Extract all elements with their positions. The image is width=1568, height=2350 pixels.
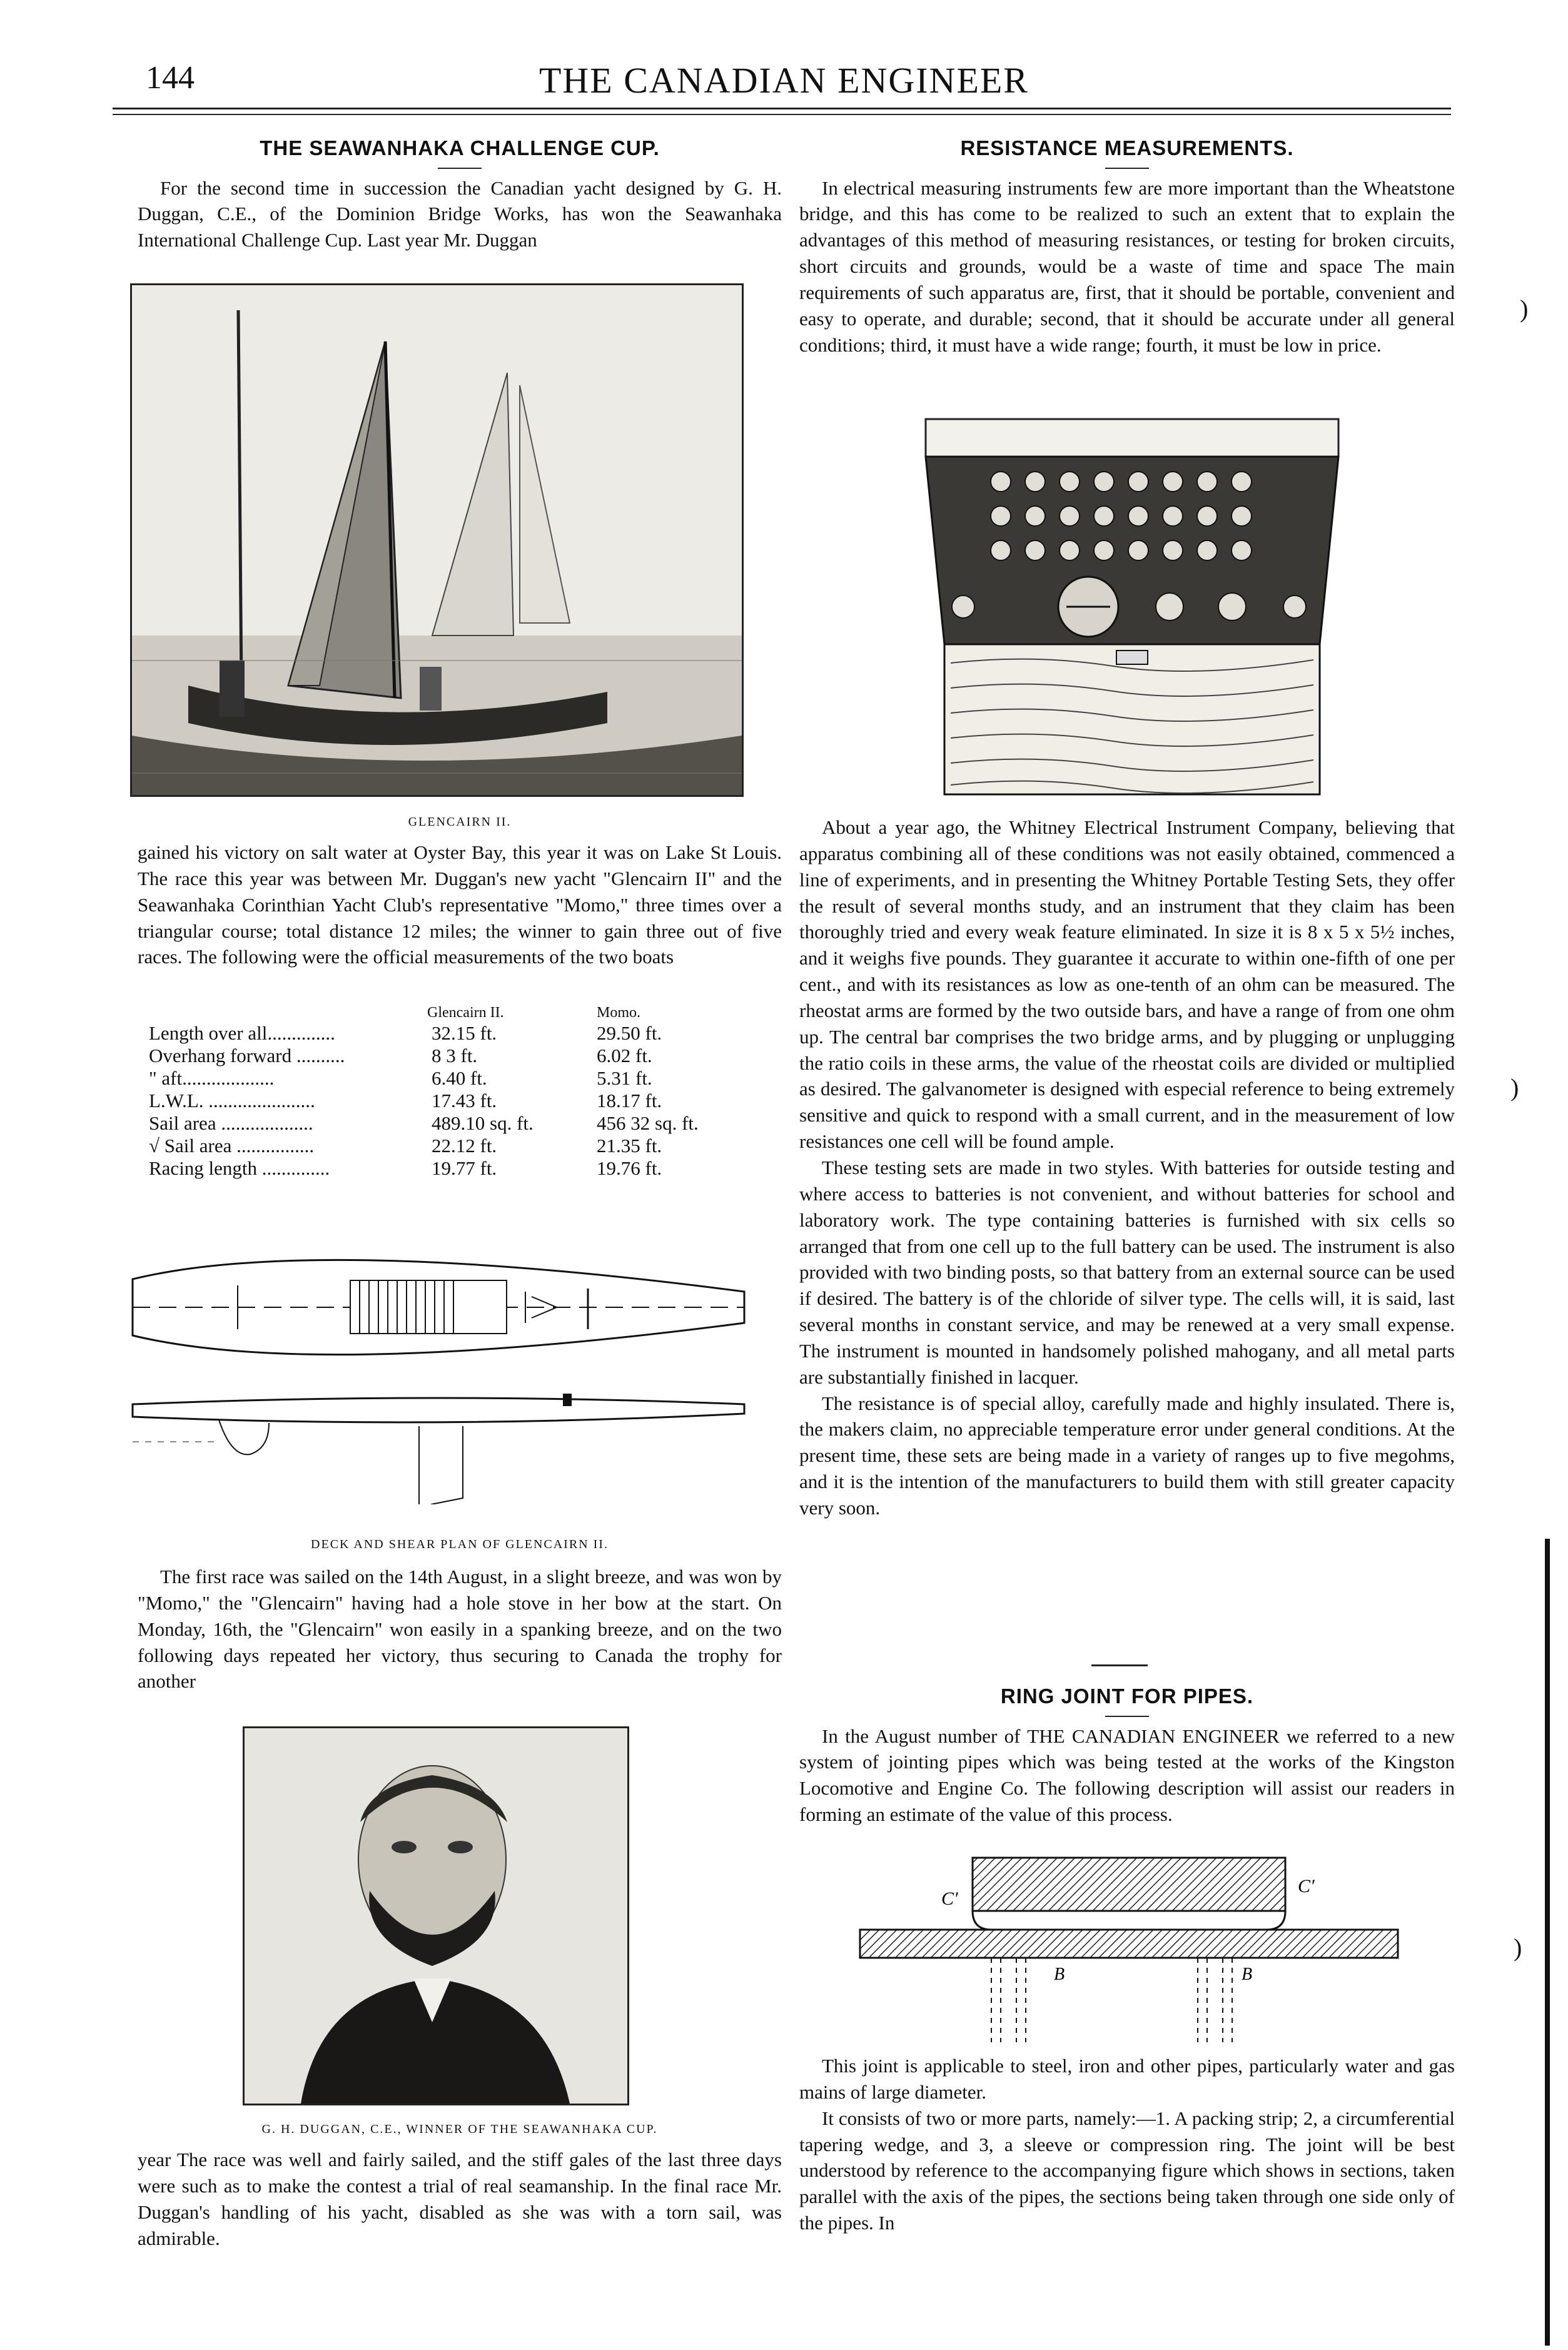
scan-mark: ) [1520, 295, 1529, 323]
title-rule [438, 168, 482, 169]
row-glencairn: 19.77 ft. [432, 1157, 497, 1179]
ring-joint-para2: This joint is applicable to steel, iron and other pipes, particularly water and gas mains of large diameter. [799, 2055, 1455, 2103]
resistance-para2: About a year ago, the Whitney Electrical Instrument Company, believing that apparatus combining all of these conditions was not easily obtained, commenced a line of experiments, and in presenting the Whitney Portable Testing Sets, they offer the result of several months study, and an instrument that they claim has been thoroughly tried and every weak feature eliminated. In size it is 8 x 5 x 5½ inches, and it weighs five pounds. They guarantee it accurate to within one-fifth of one per cent., and with its resistances as low as one-tenth of an ohm can be measured. The rheostat arms are formed by the two outside bars, and have a range of from one ohm up. The central bar comprises the two bridge arms, and by plugging or unplugging the ratio coils in these arms, the value of the rheostat coils are divided or multiplied as desired. The galvanometer is designed with especial reference to being extremely sensitive and quick to respond with a small current, and in the measurement of low resistances one cell will be found ample. [799, 816, 1455, 1153]
row-momo: 19.76 ft. [597, 1157, 662, 1179]
right-column-body [799, 814, 1455, 1521]
label-b-right: B [1242, 1965, 1253, 1984]
row-label: Length over all.............. [149, 1022, 335, 1044]
table-row [144, 1045, 754, 1067]
row-glencairn: 32.15 ft. [432, 1022, 497, 1044]
page-number: 144 [146, 60, 195, 96]
seawanhaka-para3: The first race was sailed on the 14th August, in a slight breeze, and was won by "Momo," the "Glencairn" having had a hole stove in her bow at the start. On Monday, 16th, the "Glencairn" won easily in a spanking breeze, and on the two following days repeated her victory, thus securing to Canada the trophy for another [138, 1566, 782, 1693]
table-row [144, 1022, 754, 1045]
duggan-portrait [243, 1726, 629, 2105]
row-glencairn: 8 3 ft. [432, 1045, 478, 1066]
left-column-body [138, 839, 782, 970]
fig-caption-duggan: G. H. DUGGAN, C.E., WINNER OF THE SEAWANHAKA CUP. [261, 2122, 658, 2136]
journal-title: THE CANADIAN ENGINEER [539, 60, 1029, 101]
measurements-table [144, 1004, 754, 1180]
row-glencairn: 6.40 ft. [432, 1067, 487, 1089]
row-label: L.W.L. ...................... [149, 1090, 315, 1112]
table-row [144, 1090, 754, 1112]
fig-caption-glencairn: GLENCAIRN II. [408, 815, 512, 829]
yacht-photo [130, 283, 744, 797]
article-title-ring-joint: RING JOINT FOR PIPES. [1000, 1684, 1254, 1708]
testing-set-figure [907, 407, 1357, 807]
scan-edge [1545, 1539, 1550, 2346]
row-momo: 6.02 ft. [597, 1045, 652, 1066]
testing-set-illustration [907, 407, 1357, 807]
row-momo: 21.35 ft. [597, 1135, 662, 1157]
deck-plan-drawing [125, 1242, 751, 1504]
row-label: Sail area ................... [149, 1112, 313, 1134]
measurements-table-wrap [144, 1004, 782, 1180]
ring-joint-section [847, 1855, 1410, 2045]
right-column-end [799, 2053, 1455, 2236]
table-row [144, 1157, 754, 1180]
label-b-left: B [1054, 1965, 1065, 1984]
ring-joint-figure [847, 1855, 1410, 2045]
seawanhaka-para2: gained his victory on salt water at Oyster Bay, this year it was on Lake St Louis. The race this year was between Mr. Duggan's new yacht "Glencairn II" and the Seawanhaka Corinthian Yacht Club's representative "Momo," three times over a triangular course; total distance 12 miles; the winner to gain three out of five races. The following were the official measurements of the two boats [138, 841, 782, 968]
left-column-end [138, 2147, 782, 2251]
row-label: Racing length .............. [149, 1157, 330, 1179]
row-label: Overhang forward .......... [149, 1045, 345, 1066]
header-rule-2 [113, 114, 1451, 115]
table-row [144, 1067, 754, 1090]
row-momo: 456 32 sq. ft. [597, 1112, 699, 1134]
row-momo: 18.17 ft. [597, 1090, 662, 1112]
row-momo: 29.50 ft. [597, 1022, 662, 1044]
title-rule [1105, 1716, 1149, 1717]
row-momo: 5.31 ft. [597, 1067, 652, 1089]
fig-caption-deck-plan: DECK AND SHEAR PLAN OF GLENCAIRN II. [311, 1537, 609, 1551]
yacht-illustration [132, 285, 742, 795]
table-row [144, 1112, 754, 1135]
label-c-left: C' [941, 1888, 958, 1909]
seawanhaka-para4: year The race was well and fairly sailed, and the stiff gales of the last three days were such as to make the contest a trial of real seamanship. In the final race Mr. Duggan's handling of his yacht, disabled as she was with a torn sail, was admirable. [138, 2149, 782, 2249]
row-glencairn: 489.10 sq. ft. [432, 1112, 534, 1134]
portrait-illustration [245, 1728, 627, 2104]
ring-joint-para3: It consists of two or more parts, namely:—1. A packing strip; 2, a circumferential tapering wedge, and 3, a sleeve or compression ring. The joint will be best understood by reference to the accompanying figure which shows in sections, taken parallel with the axis of the pipes, the sections being taken through one side only of the pipes. In [799, 2107, 1455, 2234]
right-column-top [799, 134, 1455, 358]
left-column-race [138, 1564, 782, 1694]
page-header [0, 59, 1568, 103]
right-column-ring-joint [799, 1683, 1455, 1828]
scan-mark: ) [1514, 1933, 1522, 1962]
article-title-resistance: RESISTANCE MEASUREMENTS. [960, 136, 1294, 160]
title-rule [1105, 168, 1149, 169]
article-title-seawanhaka: THE SEAWANHAKA CHALLENGE CUP. [260, 136, 660, 160]
section-rule [1091, 1664, 1148, 1666]
header-rule [113, 108, 1451, 109]
deck-plan-figure [125, 1242, 751, 1504]
scan-mark: ) [1510, 1073, 1519, 1102]
row-glencairn: 22.12 ft. [432, 1135, 497, 1157]
row-glencairn: 17.43 ft. [432, 1090, 497, 1112]
left-column [138, 134, 782, 253]
row-label: √ Sail area ................ [149, 1135, 315, 1157]
resistance-para4: The resistance is of special alloy, carefully made and highly insulated. There is, the makers claim, no appreciable temperature error under general conditions. At the present time, these sets are being made in a variety of ranges up to five megohms, and it is the intention of the manufacturers to build them with still greater capacity very soon. [799, 1392, 1455, 1519]
ring-joint-para1: In the August number of THE CANADIAN ENGINEER we referred to a new system of jointing pipes which was being tested at the works of the Kingston Locomotive and Engine Co. The following description will assist our readers in forming an estimate of the value of this process. [799, 1725, 1455, 1826]
row-label: " aft................... [149, 1067, 275, 1089]
resistance-para3: These testing sets are made in two styles. With batteries for outside testing and where access to batteries is not convenient, and without batteries for school and laboratory work. The type containing batteries is furnished with six cells so arranged that from one cell up to the full battery can be used. The instrument is also provided with two binding posts, so that battery from an external source can be used if desired. The battery is of the chloride of silver type. The cells will, it is said, last several months in constant service, and may be renewed at a very small expense. The instrument is mounted in handsomely polished mahogany, and all metal parts are substantially finished in lacquer. [799, 1156, 1455, 1388]
col-header-momo: Momo. [597, 1005, 641, 1021]
seawanhaka-intro: For the second time in succession the Canadian yacht designed by G. H. Duggan, C.E., of the Dominion Bridge Works, has won the Seawanhaka International Challenge Cup. Last year Mr. Duggan [138, 176, 782, 251]
col-header-glencairn: Glencairn II. [427, 1005, 504, 1021]
resistance-para1: In electrical measuring instruments few are more important than the Wheatstone bridge, and this has come to be realized to such an extent that to explain the advantages of this method of measuring resistances, or testing for broken circuits, short circuits and grounds, would be a waste of time and space The main requirements of such apparatus are, first, that it should be portable, convenient and easy to operate, and durable; second, that it should be accurate under all general conditions; third, it must have a wide range; fourth, it must be low in price. [799, 176, 1455, 356]
table-row [144, 1135, 754, 1157]
label-c-right: C' [1298, 1876, 1315, 1897]
